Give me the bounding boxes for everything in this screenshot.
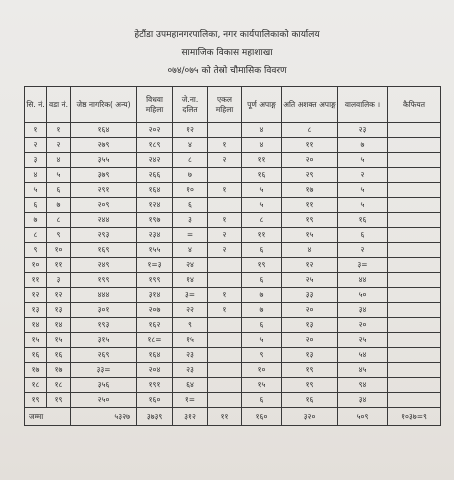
table-cell: २: [25, 138, 47, 153]
table-footer: [25, 408, 441, 426]
table-cell: ७: [242, 303, 282, 318]
table-cell: =: [173, 228, 208, 243]
table-cell: १९: [282, 363, 338, 378]
table-cell: २: [338, 243, 388, 258]
table-cell: १६: [282, 393, 338, 408]
table-cell: ४: [47, 153, 71, 168]
table-cell: [388, 318, 441, 333]
header-row: [25, 87, 441, 123]
table-cell: ७: [242, 288, 282, 303]
table-cell: २९१: [71, 183, 137, 198]
table-cell: १५: [282, 228, 338, 243]
table-cell: २६९: [71, 348, 137, 363]
table-row: [25, 168, 441, 183]
table-cell: १५५: [137, 243, 173, 258]
table-cell: १७: [282, 183, 338, 198]
table-cell: ११: [242, 153, 282, 168]
table-cell: [388, 378, 441, 393]
total-severe-disabled: ३२०: [282, 408, 338, 426]
table-cell: १२: [25, 288, 47, 303]
table-cell: १=३: [137, 258, 173, 273]
table-cell: ४४: [338, 273, 388, 288]
table-cell: [388, 303, 441, 318]
table-row: [25, 363, 441, 378]
column-header: सि. नं.: [25, 87, 47, 123]
table-cell: ८: [25, 228, 47, 243]
table-cell: [388, 198, 441, 213]
table-cell: ३७९: [71, 168, 137, 183]
column-header: विधवा महिला: [137, 87, 173, 123]
table-row: [25, 318, 441, 333]
column-header: जे.ना. दलित: [173, 87, 208, 123]
table-cell: १९७: [137, 213, 173, 228]
table-cell: २४४: [71, 213, 137, 228]
table-cell: [208, 393, 242, 408]
table-cell: [388, 153, 441, 168]
table-cell: २०७: [137, 303, 173, 318]
table-cell: ६: [338, 228, 388, 243]
totals-row: [25, 408, 441, 426]
table-cell: २४२: [137, 153, 173, 168]
table-cell: ५०: [338, 288, 388, 303]
table-cell: [388, 273, 441, 288]
table-cell: [388, 138, 441, 153]
table-row: [25, 123, 441, 138]
table-cell: ५: [242, 333, 282, 348]
table-cell: १६: [242, 168, 282, 183]
total-widow: ३७३९: [137, 408, 173, 426]
table-cell: २३: [173, 363, 208, 378]
table-cell: १७: [25, 363, 47, 378]
table-cell: १९: [242, 258, 282, 273]
table-cell: ४: [242, 138, 282, 153]
table-row: [25, 393, 441, 408]
table-cell: १६४: [71, 123, 137, 138]
table-cell: ३३=: [71, 363, 137, 378]
table-cell: १६: [338, 213, 388, 228]
table-cell: ३५५: [71, 153, 137, 168]
table-cell: ३१५: [71, 333, 137, 348]
table-cell: १५: [242, 378, 282, 393]
table-cell: १०: [25, 258, 47, 273]
table-cell: २७९: [71, 138, 137, 153]
table-cell: २९: [282, 168, 338, 183]
table-cell: [208, 333, 242, 348]
table-cell: ५: [242, 198, 282, 213]
table-cell: ११: [282, 138, 338, 153]
table-cell: ६: [47, 183, 71, 198]
table-cell: ४: [282, 243, 338, 258]
table-cell: २५०: [71, 393, 137, 408]
table-cell: [388, 243, 441, 258]
table-cell: ६: [25, 198, 47, 213]
table-cell: २२: [173, 303, 208, 318]
total-remarks: १०३७=९: [388, 408, 441, 426]
table-cell: २०२: [137, 123, 173, 138]
table-cell: २४: [173, 258, 208, 273]
table-cell: १९: [47, 393, 71, 408]
quarterly-report-table: [24, 86, 441, 426]
report-title: ०७४/०७५ को तेस्रो चौमासिक विवरण: [167, 66, 287, 76]
totals-label: जम्मा: [25, 408, 71, 426]
table-cell: २०४: [137, 363, 173, 378]
table-cell: १६: [47, 348, 71, 363]
table-cell: ५: [338, 198, 388, 213]
table-cell: ३४: [338, 303, 388, 318]
table-cell: [208, 378, 242, 393]
table-cell: ८: [47, 213, 71, 228]
table-cell: [388, 183, 441, 198]
table-cell: [388, 228, 441, 243]
table-cell: ६४: [173, 378, 208, 393]
table-row: [25, 288, 441, 303]
column-header: कैफियत: [388, 87, 441, 123]
table-cell: ३१४: [137, 288, 173, 303]
table-cell: ११: [25, 273, 47, 288]
table-cell: १३: [47, 303, 71, 318]
table-cell: ५: [338, 183, 388, 198]
table-cell: ७: [173, 168, 208, 183]
table-cell: १: [208, 183, 242, 198]
table-cell: २४९: [71, 258, 137, 273]
table-cell: १५: [173, 333, 208, 348]
table-cell: १२: [47, 288, 71, 303]
table-cell: [208, 198, 242, 213]
table-cell: १२: [282, 258, 338, 273]
table-cell: ३: [47, 273, 71, 288]
table-cell: [208, 168, 242, 183]
table-cell: [208, 348, 242, 363]
table-cell: १९९: [137, 273, 173, 288]
table-row: [25, 333, 441, 348]
table-row: [25, 153, 441, 168]
table-cell: २: [338, 168, 388, 183]
table-cell: १६४: [137, 348, 173, 363]
table-cell: ४: [25, 168, 47, 183]
table-row: [25, 303, 441, 318]
table-cell: १८: [25, 378, 47, 393]
total-jestha: ५३२७: [71, 408, 137, 426]
table-cell: [208, 258, 242, 273]
table-cell: [388, 123, 441, 138]
table-cell: १०: [47, 243, 71, 258]
table-cell: १: [47, 123, 71, 138]
table-cell: ४५: [338, 363, 388, 378]
office-title: हेटौंडा उपमहानगरपालिका, नगर कार्यपालिकाको कार्यालय: [134, 30, 320, 40]
table-cell: २५: [282, 273, 338, 288]
table-cell: १: [208, 303, 242, 318]
table-cell: ४: [173, 138, 208, 153]
table-cell: ५: [25, 183, 47, 198]
total-children: ५०९: [338, 408, 388, 426]
table-cell: ५: [242, 183, 282, 198]
column-header: जेष्ठ नागरिक( अन्य): [71, 87, 137, 123]
table-cell: ९: [242, 348, 282, 363]
table-cell: ८: [242, 213, 282, 228]
table-cell: ५: [338, 153, 388, 168]
table-cell: १४: [47, 318, 71, 333]
table-cell: ९: [25, 243, 47, 258]
table-cell: २९३: [71, 228, 137, 243]
table-cell: ३०१: [71, 303, 137, 318]
table-cell: [388, 393, 441, 408]
table-cell: १८: [47, 378, 71, 393]
table-cell: १६२: [137, 318, 173, 333]
table-cell: [388, 333, 441, 348]
table-cell: ३: [25, 153, 47, 168]
table-cell: १६९: [71, 243, 137, 258]
table-cell: २५: [338, 333, 388, 348]
column-header: वालवालिक ।: [338, 87, 388, 123]
table-row: [25, 228, 441, 243]
table-cell: १९: [282, 378, 338, 393]
column-header: पूर्ण अपाङ्ग: [242, 87, 282, 123]
table-cell: [388, 288, 441, 303]
table-cell: १६०: [137, 393, 173, 408]
table-cell: १८९: [137, 138, 173, 153]
table-cell: २०: [282, 153, 338, 168]
table-body: [25, 123, 441, 408]
table-cell: १२: [173, 123, 208, 138]
table-row: [25, 213, 441, 228]
table-cell: १९३: [71, 318, 137, 333]
table-cell: ७: [338, 138, 388, 153]
table-row: [25, 138, 441, 153]
table-cell: ७: [47, 198, 71, 213]
table-cell: ३५६: [71, 378, 137, 393]
table-cell: ९४: [338, 378, 388, 393]
table-cell: २३४: [137, 228, 173, 243]
table-cell: [208, 363, 242, 378]
table-cell: १: [25, 123, 47, 138]
table-cell: १२४: [137, 198, 173, 213]
table-cell: २: [208, 228, 242, 243]
table-cell: २: [208, 153, 242, 168]
table-cell: ९: [173, 318, 208, 333]
table-cell: [388, 348, 441, 363]
table-cell: ११: [242, 228, 282, 243]
table-row: [25, 273, 441, 288]
table-cell: १: [208, 288, 242, 303]
table-cell: ६: [242, 243, 282, 258]
table-cell: १९: [282, 213, 338, 228]
table-cell: १९९: [71, 273, 137, 288]
table-cell: २६६: [137, 168, 173, 183]
table-cell: ३=: [173, 288, 208, 303]
table-cell: [388, 258, 441, 273]
table-cell: २: [47, 138, 71, 153]
table-cell: २०: [282, 303, 338, 318]
table-cell: १: [208, 213, 242, 228]
table-row: [25, 243, 441, 258]
table-cell: ३: [173, 213, 208, 228]
table-cell: ६: [242, 393, 282, 408]
table-cell: २०: [282, 333, 338, 348]
table-cell: ३३: [282, 288, 338, 303]
total-full-disabled: १६०: [242, 408, 282, 426]
table-cell: २०: [338, 318, 388, 333]
table-cell: ५: [47, 168, 71, 183]
table-cell: [388, 168, 441, 183]
table-cell: १५: [47, 333, 71, 348]
table-cell: [208, 318, 242, 333]
table-cell: १०: [242, 363, 282, 378]
table-cell: ९: [47, 228, 71, 243]
table-cell: १८=: [137, 333, 173, 348]
column-header: एकल महिला: [208, 87, 242, 123]
table-cell: ६: [242, 273, 282, 288]
table-cell: [388, 363, 441, 378]
table-row: [25, 348, 441, 363]
table-cell: १०: [173, 183, 208, 198]
table-cell: १३: [282, 318, 338, 333]
table-cell: १५: [25, 333, 47, 348]
table-cell: ८: [173, 153, 208, 168]
table-cell: १: [208, 138, 242, 153]
table-cell: ६: [242, 318, 282, 333]
table-cell: ४४४: [71, 288, 137, 303]
table-cell: ८: [282, 123, 338, 138]
table-cell: ५४: [338, 348, 388, 363]
table-cell: १६४: [137, 183, 173, 198]
table-cell: १९१: [137, 378, 173, 393]
table-cell: २३: [338, 123, 388, 138]
table-cell: १७: [47, 363, 71, 378]
table-cell: १३: [25, 303, 47, 318]
table-cell: १९: [25, 393, 47, 408]
table-cell: [388, 213, 441, 228]
table-cell: २: [208, 243, 242, 258]
table-cell: ३४: [338, 393, 388, 408]
column-header: वडा नं.: [47, 87, 71, 123]
table-cell: ६: [173, 198, 208, 213]
table-row: [25, 183, 441, 198]
total-dalit: ३१२: [173, 408, 208, 426]
table-cell: १३: [282, 348, 338, 363]
table-cell: १६: [25, 348, 47, 363]
table-cell: ११: [47, 258, 71, 273]
table-row: [25, 378, 441, 393]
table-cell: २३: [173, 348, 208, 363]
column-header: अति अशक्त अपाङ्ग: [282, 87, 338, 123]
table-cell: ४: [173, 243, 208, 258]
table-row: [25, 198, 441, 213]
table-cell: ११: [282, 198, 338, 213]
table-cell: १४: [25, 318, 47, 333]
branch-title: सामाजिक विकास महाशाखा: [181, 48, 273, 58]
table-cell: २०९: [71, 198, 137, 213]
table-cell: १४: [173, 273, 208, 288]
table-cell: [208, 273, 242, 288]
table-row: [25, 258, 441, 273]
table-cell: ४: [242, 123, 282, 138]
table-cell: १=: [173, 393, 208, 408]
table-cell: ३=: [338, 258, 388, 273]
table-cell: [208, 123, 242, 138]
total-single: ११: [208, 408, 242, 426]
table-cell: ७: [25, 213, 47, 228]
table-header: [25, 87, 441, 123]
